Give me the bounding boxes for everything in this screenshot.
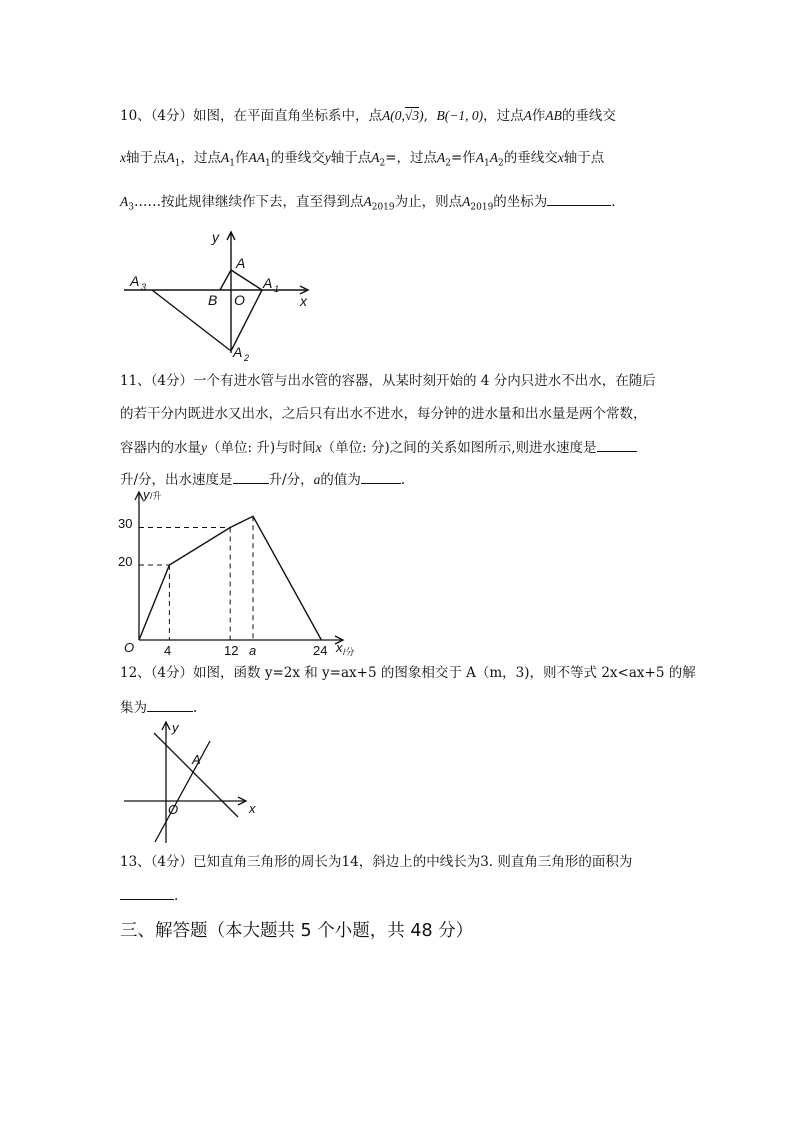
q12-text: 集为 xyxy=(120,700,147,716)
label-a1: A xyxy=(263,275,273,291)
math-a2019: A xyxy=(363,194,372,209)
q10-text: 为止，则点 xyxy=(394,194,463,210)
q10-text: ，过点 xyxy=(180,150,221,166)
q10-text: 的垂线交 xyxy=(270,150,325,166)
chart-ylabel-unit: /升 xyxy=(150,491,162,501)
chart-ylabel-y: y xyxy=(143,487,150,502)
math-a: A xyxy=(523,108,532,123)
label-a1-sub: 1 xyxy=(274,284,280,294)
tick-x-4: 4 xyxy=(164,643,172,658)
point-a-coord: A(0, xyxy=(382,108,405,123)
label-y: y xyxy=(212,229,219,245)
point-a-close: ) xyxy=(419,108,424,123)
chart-xlabel-x: x xyxy=(336,640,343,655)
section-heading: 三、解答题（本大题共 5 个小题，共 48 分） xyxy=(120,921,474,941)
sub: 2 xyxy=(498,158,504,169)
q10-text: 轴于点 xyxy=(330,150,372,166)
sub: 2 xyxy=(445,158,451,169)
q10-text: 如图，在平面直角坐标系中，点 xyxy=(193,108,383,124)
label-a: A xyxy=(192,752,201,767)
math-a3: A xyxy=(120,194,129,209)
period: . xyxy=(611,194,616,210)
q13-text: 已知直角三角形的周长为14，斜边上的中线长为3. 则直角三角形的面积为 xyxy=(193,854,633,870)
label-a3-sub: 3 xyxy=(141,282,147,292)
q11-text: （单位: 分)之间的关系如图所示,则进水速度是 xyxy=(321,440,597,456)
comma: , xyxy=(423,108,428,124)
q10-text: ，过点 xyxy=(396,150,437,166)
math-y: y xyxy=(201,440,207,455)
label-o: O xyxy=(234,292,245,308)
math-x: x xyxy=(557,150,564,165)
q11-number: 11、 xyxy=(120,373,151,389)
point-b-coord: B(−1, 0) xyxy=(436,108,484,123)
math-a1: A xyxy=(220,150,230,165)
q10-text: 轴于点 xyxy=(563,150,605,166)
q13-line-1 xyxy=(120,853,632,871)
label-x: x xyxy=(300,293,307,309)
q10-text: 的垂线交 xyxy=(561,108,616,124)
math-a1a2: A xyxy=(475,150,485,165)
q10-text: 作 xyxy=(234,150,249,166)
math-y: y xyxy=(324,150,331,165)
q10-text: ，过点 xyxy=(483,108,524,124)
q13-score: （4分） xyxy=(150,854,194,870)
math-x: x xyxy=(315,440,322,455)
sqrt3: √3 xyxy=(404,108,420,123)
q11-text: 的若干分内既进水又出水，之后只有出水不进水，每分钟的进水量和出水量是两个常数， xyxy=(120,406,647,422)
q12-number: 12、 xyxy=(120,665,151,681)
q10-text: 作 xyxy=(462,150,476,166)
q11-text: 容器内的水量 xyxy=(120,440,201,456)
tick-x-24: 24 xyxy=(313,643,328,658)
sub: 1 xyxy=(174,158,181,169)
math-aa1: AA xyxy=(248,150,265,165)
q11-text: 一个有进水管与出水管的容器，从某时刻开始的 4 分内只进水不出水，在随后 xyxy=(193,373,656,389)
sub: 2019 xyxy=(470,202,494,213)
tick-x-a: a xyxy=(249,643,257,658)
q10-number: 10、 xyxy=(120,108,151,124)
label-o: O xyxy=(168,802,179,817)
chart-xlabel-unit: /分 xyxy=(343,647,355,657)
tick-y-30: 30 xyxy=(118,516,133,531)
equals: = xyxy=(450,150,463,166)
q13-line-2 xyxy=(120,885,178,905)
tick-origin: O xyxy=(124,640,135,655)
q11-score: （4分） xyxy=(150,373,194,389)
tick-y-20: 20 xyxy=(118,554,133,569)
sub: 1 xyxy=(229,158,235,169)
label-a2-sub: 2 xyxy=(244,353,250,363)
label-x: x xyxy=(249,801,256,816)
label-b: B xyxy=(208,292,218,308)
line-y-2x xyxy=(155,741,210,842)
math-a2019: A xyxy=(462,194,471,209)
sub: 1 xyxy=(264,158,271,169)
period: . xyxy=(174,888,179,904)
math-x: x xyxy=(120,150,126,165)
math-a1: A xyxy=(166,150,175,165)
q10-text: 轴于点 xyxy=(126,150,167,166)
q11-text: 的值为 xyxy=(320,472,361,488)
q10-text: ……按此规律继续作下去，直至得到点 xyxy=(133,194,364,210)
math-a2: A xyxy=(437,150,446,165)
sub: 1 xyxy=(484,158,490,169)
q12-score: （4分） xyxy=(150,665,194,681)
label-a: A xyxy=(236,255,246,271)
q11-text: 升/分， xyxy=(268,472,314,488)
q10-text: 的坐标为 xyxy=(493,194,548,210)
q12-text: 如图，函数 y=2x 和 y=ax+5 的图象相交于 A（m，3)，则不等式 2x<ax+5 的解 xyxy=(193,665,696,681)
q13-number: 13、 xyxy=(120,854,151,870)
math-a1a2: A xyxy=(489,150,499,165)
q10-score: （4分） xyxy=(150,108,194,124)
sub: 2 xyxy=(379,158,386,169)
q10-text: 作 xyxy=(531,108,546,124)
math-ab: AB xyxy=(545,108,562,123)
period: . xyxy=(400,472,406,488)
q11-text: 升/分，出水速度是 xyxy=(120,472,233,488)
equals: = xyxy=(385,150,397,166)
tick-x-12: 12 xyxy=(224,643,239,658)
answer-blank[interactable] xyxy=(120,885,174,900)
label-y: y xyxy=(172,720,179,735)
sub: 3 xyxy=(128,202,134,213)
q10-text: 的垂线交 xyxy=(503,150,558,166)
label-a2: A xyxy=(233,344,243,360)
q11-text: （单位: 升)与时间 xyxy=(207,440,316,456)
sub: 2019 xyxy=(371,202,395,213)
label-a3: A xyxy=(130,273,140,289)
period: . xyxy=(193,700,198,716)
math-a: a xyxy=(313,472,321,487)
math-a2: A xyxy=(371,150,380,165)
